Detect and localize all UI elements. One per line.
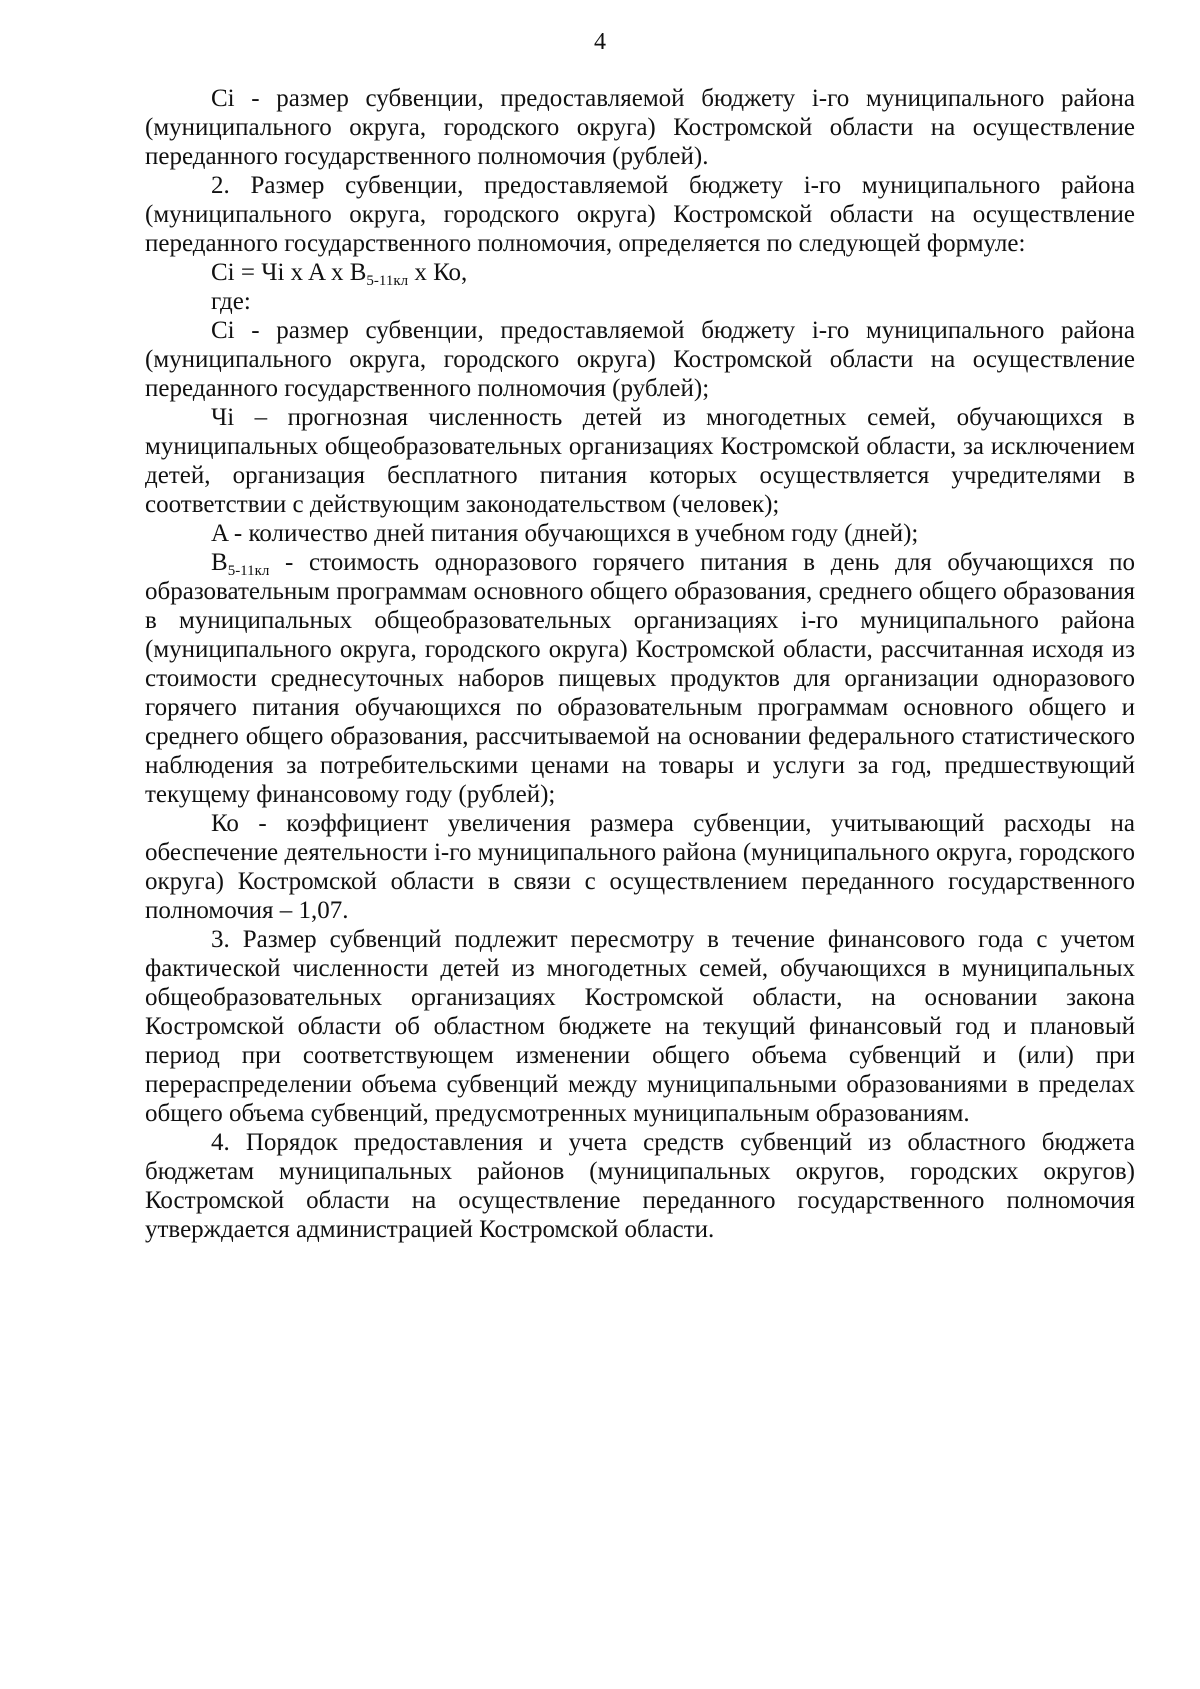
b-symbol: B: [211, 549, 228, 576]
paragraph-b-definition: [145, 548, 1135, 809]
paragraph-chi-definition: Чi – прогнозная численность детей из многодетных семей, обучающихся в муниципальных общеобразовательных организациях Костромской области, за исключением детей, организация бесплатного питания которых осуществляется учредителями в соответствии с действующим законодательством (человек);: [145, 404, 1135, 518]
formula-rhs: x Ко,: [408, 259, 468, 286]
paragraph-item-4: 4. Порядок предоставления и учета средств субвенций из областного бюджета бюджетам муниципальных районов (муниципальных округов, городских округов) Костромской области на осуществление переданного государственного полномочия утверждается администрацией Костромской области.: [145, 1129, 1135, 1243]
formula: [211, 258, 1135, 287]
b-subscript: 5-11кл: [227, 563, 270, 579]
paragraph-item-3: 3. Размер субвенций подлежит пересмотру в течение финансового года с учетом фактической численности детей из многодетных семей, обучающихся в муниципальных общеобразовательных организациях Костромской области, на основании закона Костромской области об областном бюджете на текущий финансовый год и плановый период при соответствующем изменении общего объема субвенций и (или) при перераспределении объема субвенций между муниципальными образованиями в пределах общего объема субвенций, предусмотренных муниципальным образованиям.: [145, 926, 1135, 1127]
paragraph-ci-definition-2: Ci - размер субвенции, предоставляемой бюджету i-го муниципального района (муниципального округа, городского округа) Костромской области на осуществление переданного государственного полномочия (рублей);: [145, 317, 1135, 402]
document-body: [145, 84, 1135, 1244]
paragraph-ci-definition-1: Ci - размер субвенции, предоставляемой бюджету i-го муниципального района (муниципального округа, городского округа) Костромской области на осуществление переданного государственного полномочия (рублей).: [145, 85, 1135, 170]
paragraph-item-2: 2. Размер субвенции, предоставляемой бюджету i-го муниципального района (муниципального округа, городского округа) Костромской области на осуществление переданного государственного полномочия, определяется по следующей формуле:: [145, 172, 1135, 257]
where-label: где:: [211, 288, 251, 315]
page-number: 4: [594, 29, 606, 55]
formula-lhs: Ci = Чi x A x B: [211, 259, 367, 286]
formula-subscript: 5-11кл: [366, 273, 409, 289]
b-definition-text: - стоимость одноразового горячего питания в день для обучающихся по образовательным программам основного общего образования, среднего общего образования в муниципальных общеобразовательных организациях i-го муниципального района (муниципального округа, городского округа) Костромской области, рассчитанная исходя из стоимости среднесуточных наборов пищевых продуктов для организации одноразового горячего питания обучающихся по образовательным программам основного общего и среднего общего образования, рассчитываемой на основании федерального статистического наблюдения за потребительскими ценами на товары и услуги за год, предшествующий текущему финансовому году (рублей);: [145, 549, 1135, 808]
paragraph-ko-definition: Ко - коэффициент увеличения размера субвенции, учитывающий расходы на обеспечение деятельности i-го муниципального района (муниципального округа, городского округа) Костромской области в связи с осуществлением переданного государственного полномочия – 1,07.: [145, 810, 1135, 924]
paragraph-a-definition: A - количество дней питания обучающихся в учебном году (дней);: [211, 520, 919, 547]
